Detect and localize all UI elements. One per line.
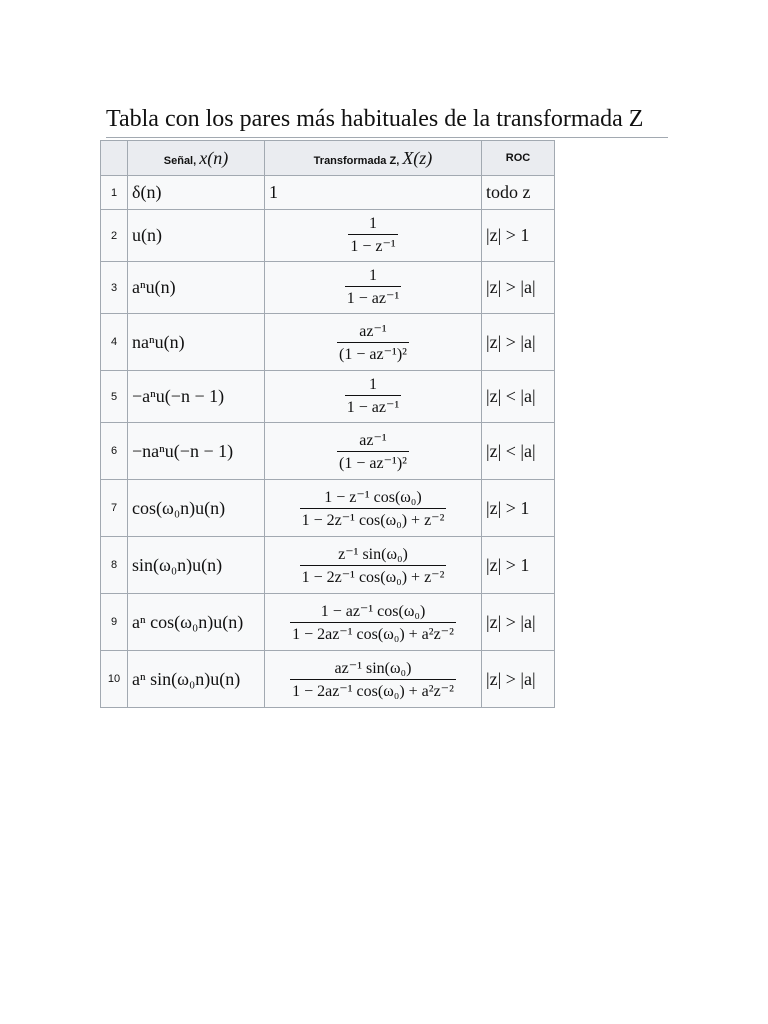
signal-cell: −naⁿu(−n − 1) bbox=[128, 423, 265, 480]
transform-cell bbox=[265, 480, 482, 537]
fraction-numerator: 1 bbox=[369, 215, 377, 232]
roc-cell: |z| > 1 bbox=[482, 210, 555, 262]
roc-cell: |z| > |a| bbox=[482, 651, 555, 708]
fraction-numerator: az⁻¹ sin(ω₀) bbox=[334, 659, 412, 677]
fraction-numerator: 1 − az⁻¹ cos(ω₀) bbox=[320, 602, 426, 620]
row-number: 8 bbox=[101, 537, 128, 594]
signal-cell: aⁿ cos(ω₀n)u(n) bbox=[128, 594, 265, 651]
row-number: 6 bbox=[101, 423, 128, 480]
transform-cell bbox=[265, 594, 482, 651]
fraction-denominator: 1 − 2z⁻¹ cos(ω₀) + z⁻² bbox=[300, 565, 447, 587]
fraction-denominator: (1 − az⁻¹)² bbox=[337, 342, 409, 364]
header-signal-label: Señal, bbox=[163, 154, 200, 167]
fraction-numerator: az⁻¹ bbox=[359, 431, 387, 449]
fraction bbox=[345, 267, 401, 308]
roc-cell: |z| > |a| bbox=[482, 594, 555, 651]
fraction bbox=[345, 376, 401, 417]
signal-cell: u(n) bbox=[128, 210, 265, 262]
roc-cell: |z| > |a| bbox=[482, 314, 555, 371]
roc-cell: |z| > 1 bbox=[482, 537, 555, 594]
fraction-denominator: (1 − az⁻¹)² bbox=[337, 451, 409, 473]
table-row bbox=[101, 176, 555, 210]
row-number: 7 bbox=[101, 480, 128, 537]
fraction-denominator: 1 − z⁻¹ bbox=[348, 234, 397, 256]
fraction-denominator: 1 − az⁻¹ bbox=[345, 286, 401, 308]
signal-cell: cos(ω₀n)u(n) bbox=[128, 480, 265, 537]
fraction-numerator: 1 bbox=[369, 267, 377, 284]
table-row bbox=[101, 423, 555, 480]
fraction-denominator: 1 − 2az⁻¹ cos(ω₀) + a²z⁻² bbox=[290, 622, 456, 644]
signal-cell: sin(ω₀n)u(n) bbox=[128, 537, 265, 594]
table-row bbox=[101, 210, 555, 262]
table-row bbox=[101, 314, 555, 371]
table-row bbox=[101, 594, 555, 651]
transform-cell bbox=[265, 210, 482, 262]
fraction bbox=[348, 215, 397, 256]
transform-cell: 1 bbox=[265, 176, 482, 210]
table-title: Tabla con los pares más habituales de la transformada Z bbox=[106, 104, 668, 138]
header-transform-math: X(z) bbox=[402, 147, 433, 168]
row-number: 9 bbox=[101, 594, 128, 651]
fraction bbox=[337, 321, 409, 364]
roc-cell: |z| > 1 bbox=[482, 480, 555, 537]
header-transform-label: Transformada Z, bbox=[313, 154, 403, 167]
roc-cell: |z| > |a| bbox=[482, 262, 555, 314]
fraction-numerator: 1 bbox=[369, 376, 377, 393]
z-transform-table bbox=[100, 140, 555, 708]
fraction-denominator: 1 − az⁻¹ bbox=[345, 395, 401, 417]
fraction-denominator: 1 − 2az⁻¹ cos(ω₀) + a²z⁻² bbox=[290, 679, 456, 701]
header-signal bbox=[128, 141, 265, 176]
header-number bbox=[101, 141, 128, 176]
fraction bbox=[300, 487, 447, 530]
fraction-numerator: 1 − z⁻¹ cos(ω₀) bbox=[324, 488, 422, 506]
row-number: 10 bbox=[101, 651, 128, 708]
fraction bbox=[337, 430, 409, 473]
fraction bbox=[290, 601, 456, 644]
signal-cell: aⁿ sin(ω₀n)u(n) bbox=[128, 651, 265, 708]
fraction bbox=[300, 544, 447, 587]
fraction-numerator: z⁻¹ sin(ω₀) bbox=[338, 545, 408, 563]
signal-cell: aⁿu(n) bbox=[128, 262, 265, 314]
signal-cell: naⁿu(n) bbox=[128, 314, 265, 371]
transform-cell bbox=[265, 371, 482, 423]
table-row bbox=[101, 262, 555, 314]
transform-cell bbox=[265, 262, 482, 314]
table-header-row bbox=[101, 141, 555, 176]
fraction-denominator: 1 − 2z⁻¹ cos(ω₀) + z⁻² bbox=[300, 508, 447, 530]
transform-cell bbox=[265, 537, 482, 594]
roc-cell: |z| < |a| bbox=[482, 371, 555, 423]
table-row bbox=[101, 480, 555, 537]
signal-cell: −aⁿu(−n − 1) bbox=[128, 371, 265, 423]
row-number: 5 bbox=[101, 371, 128, 423]
signal-cell: δ(n) bbox=[128, 176, 265, 210]
transform-cell bbox=[265, 314, 482, 371]
fraction-numerator: az⁻¹ bbox=[359, 322, 387, 340]
row-number: 4 bbox=[101, 314, 128, 371]
roc-cell: todo z bbox=[482, 176, 555, 210]
header-transform bbox=[265, 141, 482, 176]
row-number: 3 bbox=[101, 262, 128, 314]
row-number: 1 bbox=[101, 176, 128, 210]
roc-cell: |z| < |a| bbox=[482, 423, 555, 480]
table-row bbox=[101, 651, 555, 708]
transform-cell bbox=[265, 423, 482, 480]
header-signal-math: x(n) bbox=[199, 147, 229, 168]
table-row bbox=[101, 371, 555, 423]
transform-cell bbox=[265, 651, 482, 708]
row-number: 2 bbox=[101, 210, 128, 262]
fraction bbox=[290, 658, 456, 701]
header-roc: ROC bbox=[482, 141, 555, 176]
table-row bbox=[101, 537, 555, 594]
